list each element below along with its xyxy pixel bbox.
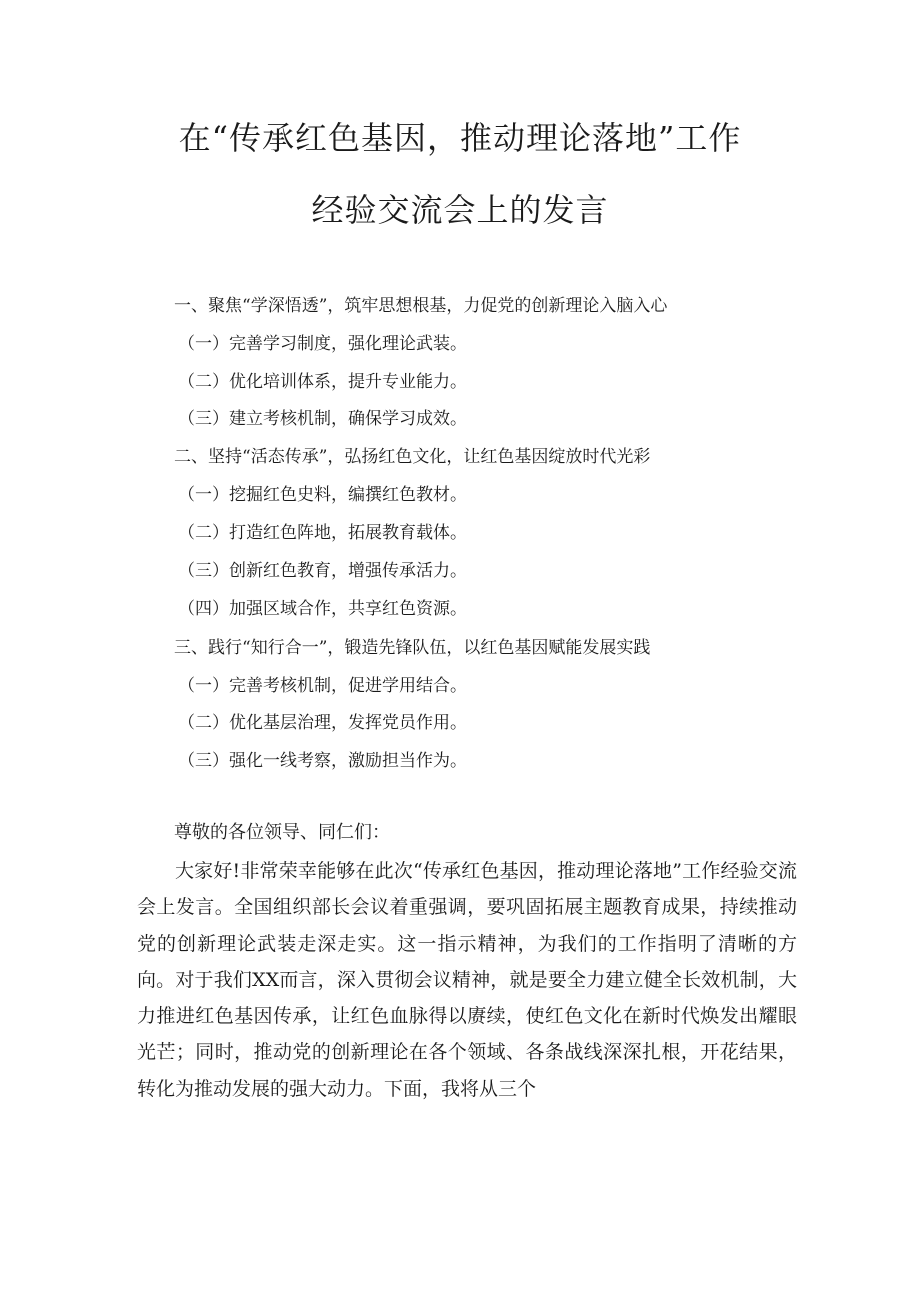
outline-heading-2: 二、坚持“活态传承”，弘扬红色文化，让红色基因绽放时代光彩	[174, 447, 651, 467]
outline-subitem-2-2: （二）打造红色阵地，拓展教育载体。	[178, 523, 467, 543]
outline-subitem-3-1: （一）完善考核机制，促进学用结合。	[178, 676, 467, 696]
outline-subitem-1-3: （三）建立考核机制，确保学习成效。	[178, 409, 467, 429]
document-title-line-2: 经验交流会上的发言	[311, 191, 609, 229]
outline-subitem-2-1: （一）挖掘红色史料，编撰红色教材。	[178, 485, 467, 505]
outline-subitem-1-2: （二）优化培训体系，提升专业能力。	[178, 372, 467, 392]
document-title-line-1: 在“传承红色基因，推动理论落地”工作	[178, 119, 742, 157]
outline-subitem-3-2: （二）优化基层治理，发挥党员作用。	[178, 713, 467, 733]
outline-subitem-2-3: （三）创新红色教育，增强传承活力。	[178, 561, 467, 581]
body-paragraph: 大家好!非常荣幸能够在此次“传承红色基因，推动理论落地”工作经验交流会上发言。全国组织部长会议着重强调，要巩固拓展主题教育成果，持续推动党的创新理论武装走深走实。这一指示精神，为我们的工作指明了清晰的方向。对于我们XX而言，深入贯彻会议精神，就是要全力建立健全长效机制，大力推进红色基因传承，让红色血脉得以赓续，使红色文化在新时代焕发出耀眼光芒；同时，推动党的创新理论在各个领域、各条战线深深扎根，开花结果，转化为推动发展的强大动力。下面，我将从三个	[137, 860, 797, 1100]
outline-heading-1: 一、聚焦“学深悟透”，筑牢思想根基，力促党的创新理论入脑入心	[174, 296, 668, 316]
outline-subitem-3-3: （三）强化一线考察，激励担当作为。	[178, 751, 467, 771]
outline-subitem-2-4: （四）加强区域合作，共享红色资源。	[178, 599, 467, 619]
outline-heading-3: 三、践行“知行合一”，锻造先锋队伍，以红色基因赋能发展实践	[174, 638, 651, 658]
outline-subitem-1-1: （一）完善学习制度，强化理论武装。	[178, 334, 467, 354]
salutation: 尊敬的各位领导、同仁们：	[174, 822, 390, 843]
